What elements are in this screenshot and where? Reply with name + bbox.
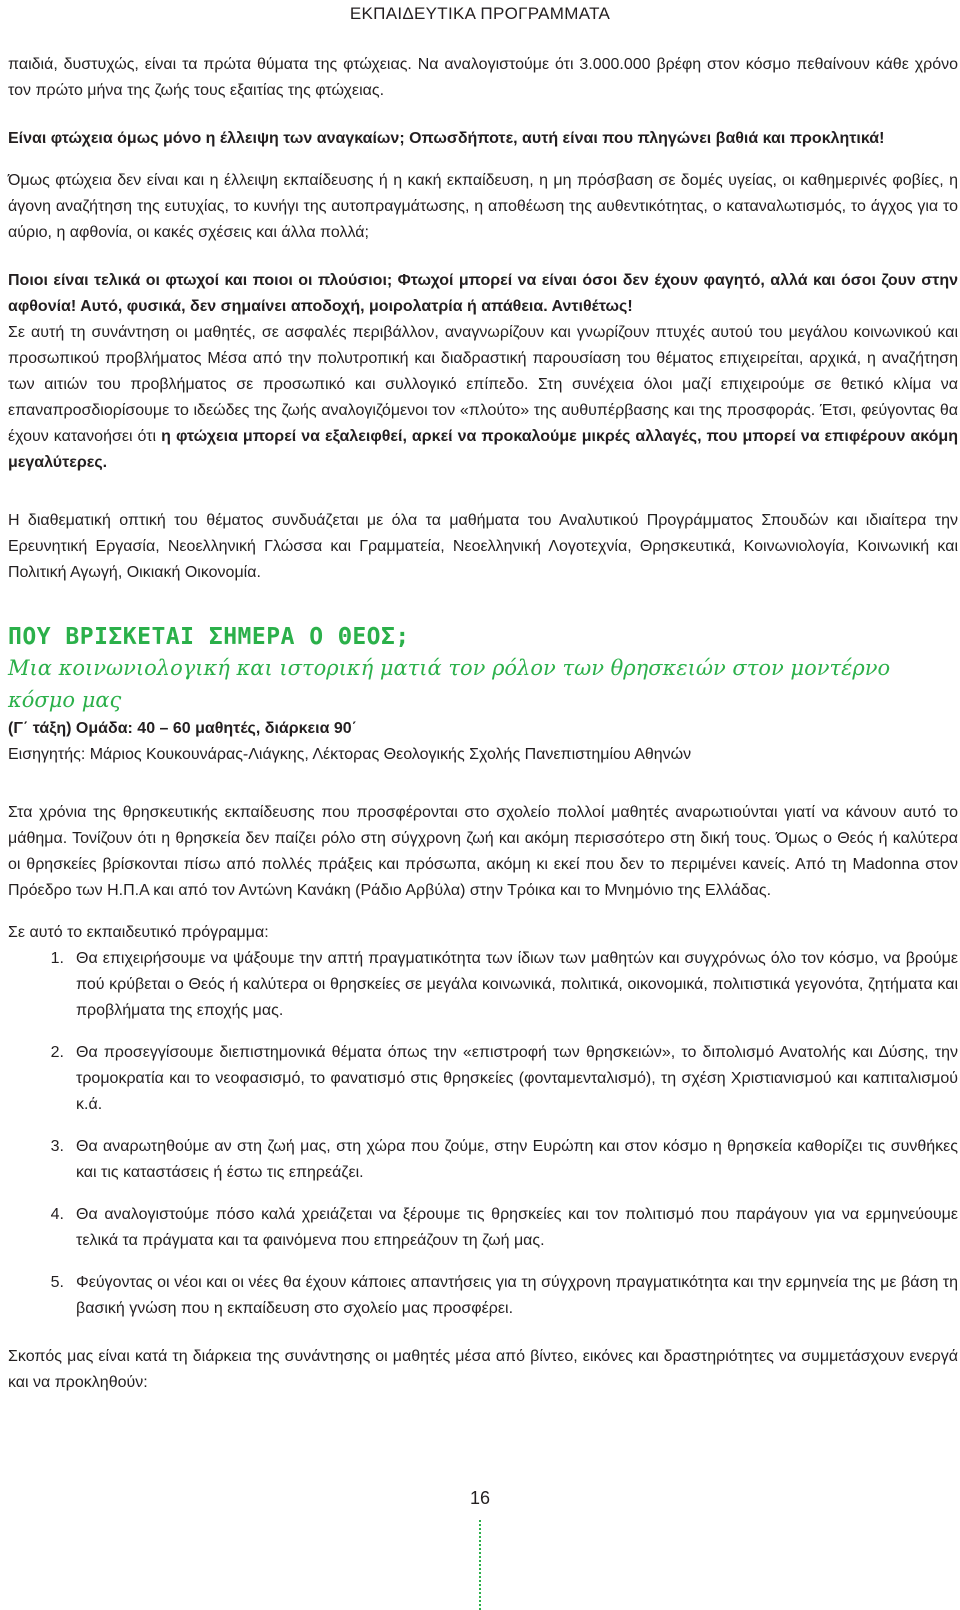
- section-body: Στα χρόνια της θρησκευτικής εκπαίδευσης που προσφέρονται στο σχολείο πολλοί μαθητές αναρωτιούνται γιατί να κάνουν αυτό το μάθημα. Τονίζουν ότι η θρησκεία δεν παίζει ρόλο στη σύγχρονη ζωή και ακόμη περισσότερο στη δική τους. Όμως ο Θεός ή καλύτερα οι θρησκείες βρίσκονται πίσω από πολλές πράξεις και πρόσωπα, ακόμη κι εκεί που δεν το περιμένει κανείς. Από τη Madonna στον Πρόεδρο των Η.Π.Α και από τον Αντώνη Κανάκη (Ράδιο Αρβύλα) στην Τρόικα και το Μνημόνιο της Ελλάδας.: [8, 804, 958, 899]
- list-item-number: 1.: [50, 950, 64, 967]
- section-subtitle: Μια κοινωνιολογική και ιστορική ματιά τον ρόλον των θρησκειών στον μοντέρνο κόσμο μας: [8, 656, 891, 712]
- page-body: [8, 52, 958, 1396]
- intro-paragraph-5-emphasis: η φτώχεια μπορεί να εξαλειφθεί, αρκεί να προκαλούμε μικρές αλλαγές, που μπορεί να επιφέρουν ακόμη μεγαλύτερες.: [8, 428, 958, 471]
- list-intro: Σε αυτό το εκπαιδευτικό πρόγραμμα:: [8, 924, 269, 941]
- list-item: [8, 946, 958, 1024]
- list-item: [8, 1040, 958, 1118]
- running-header: ΕΚΠΑΙΔΕΥΤΙΚΑ ΠΡΟΓΡΑΜΜΑΤΑ: [349, 4, 611, 23]
- page-number: 16: [469, 1488, 491, 1508]
- intro-paragraph-6: Η διαθεματική οπτική του θέματος συνδυάζεται με όλα τα μαθήματα του Αναλυτικού Προγράμματος Σπουδών και ιδιαίτερα την Ερευνητική Εργασία, Νεοελληνική Γλώσσα και Γραμματεία, Νεοελληνική Λογοτεχνία, Θρησκευτικά, Κοινωνιολογία, Κοινωνική και Πολιτική Αγωγή, Οικιακή Οικονομία.: [8, 512, 958, 581]
- list-item-text: Φεύγοντας οι νέοι και οι νέες θα έχουν κάποιες απαντήσεις για τη σύγχρονη πραγματικότητα και την ερμηνεία της με βάση τη βασική γνώση που η εκπαίδευση στο σχολείο μας προσφέρει.: [76, 1274, 958, 1317]
- list-item-text: Θα αναρωτηθούμε αν στη ζωή μας, στη χώρα που ζούμε, στην Ευρώπη και στον κόσμο η θρησκεία καθορίζει τις συνθήκες και τις καταστάσεις ή έστω τις επηρεάζει.: [76, 1138, 958, 1181]
- list-item-number: 5.: [50, 1274, 64, 1291]
- list-item-number: 4.: [50, 1206, 64, 1223]
- dotted-divider: [479, 1520, 481, 1610]
- section-meta: (Γ΄ τάξη) Ομάδα: 40 – 60 μαθητές, διάρκεια 90΄: [8, 720, 357, 737]
- intro-question: Είναι φτώχεια όμως μόνο η έλλειψη των αναγκαίων; Οπωσδήποτε, αυτή είναι που πληγώνει βαθιά και προκλητικά!: [8, 130, 885, 147]
- intro-bold-question: Ποιοι είναι τελικά οι φτωχοί και ποιοι οι πλούσιοι; Φτωχοί μπορεί να είναι όσοι δεν έχουν φαγητό, αλλά και όσοι ζουν στην αφθονία! Αυτό, φυσικά, δεν σημαίνει αποδοχή, μοιρολατρία ή απάθεια. Αντιθέτως!: [8, 272, 958, 315]
- closing-paragraph: Σκοπός μας είναι κατά τη διάρκεια της συνάντησης οι μαθητές μέσα από βίντεο, εικόνες και δραστηριότητες να συμμετάσχουν ενεργά και να προκληθούν:: [8, 1348, 958, 1391]
- list-item-number: 2.: [50, 1044, 64, 1061]
- list-item-text: Θα αναλογιστούμε πόσο καλά χρειάζεται να ξέρουμε τις θρησκείες και τον πολιτισμό που παράγουν για να ερμηνεύουμε τελικά τα πράγματα και τα φαινόμενα που επηρεάζουν τη ζωή μας.: [76, 1206, 958, 1249]
- intro-paragraph-5: [8, 320, 958, 476]
- intro-paragraph-3: Όμως φτώχεια δεν είναι και η έλλειψη εκπαίδευσης ή η κακή εκπαίδευση, η μη πρόσβαση σε δομές υγείας, οι καθημερινές φοβίες, η άγονη αναζήτηση της ευτυχίας, το κυνήγι της αυτοπραγμάτωσης, η αποθέωση της αυθεντικότητας, ο καταναλωτισμός, το άγχος για το αύριο, η αφθονία, οι κακές σχέσεις και άλλα πολλά;: [8, 172, 958, 241]
- intro-paragraph-1: παιδιά, δυστυχώς, είναι τα πρώτα θύματα της φτώχειας. Να αναλογιστούμε ότι 3.000.000 βρέφη στον κόσμο πεθαίνουν κάθε χρόνο τον πρώτο μήνα της ζωής τους εξαιτίας της φτώχειας.: [8, 56, 958, 99]
- list-item-number: 3.: [50, 1138, 64, 1155]
- section-title: ΠΟΥ ΒΡΙΣΚΕΤΑΙ ΣΗΜΕΡΑ Ο ΘΕΟΣ;: [8, 624, 410, 650]
- list-item: [8, 1270, 958, 1322]
- list-item: [8, 1134, 958, 1186]
- list-item-text: Θα επιχειρήσουμε να ψάξουμε την απτή πραγματικότητα των ίδιων των μαθητών και συγχρόνως όλο τον κόσμο, να βρούμε πού κρύβεται ο Θεός ή καλύτερα οι θρησκείες σε μεγάλα κοινωνικά, πολιτικά, οικονομικά, πολιτιστικά γεγονότα, ζητήματα και προβλήματα της εποχής μας.: [76, 950, 958, 1019]
- section-speaker: Εισηγητής: Μάριος Κουκουνάρας-Λιάγκης, Λέκτορας Θεολογικής Σχολής Πανεπιστημίου Αθηνών: [8, 746, 692, 763]
- intro-paragraph-5-text: Σε αυτή τη συνάντηση οι μαθητές, σε ασφαλές περιβάλλον, αναγνωρίζουν και γνωρίζουν πτυχές αυτού του μεγάλου κοινωνικού και προσωπικού προβλήματος Μέσα από την πολυτροπική και διαδραστική παρουσίαση του θέματος επιχειρείται, αρχικά, η αναζήτηση των αιτιών του προβλήματος σε προσωπικό και συλλογικό επίπεδο. Στη συνέχεια όλοι μαζί επιχειρούμε σε θετικό κλίμα να επαναπροσδιορίσουμε το ιδεώδες της ζωής αναλογιζόμενοι τον «πλούτο» της αυθυπέρβασης και της προσφοράς. Έτσι, φεύγοντας θα έχουν κατανοήσει ότι: [8, 324, 958, 445]
- program-list: [8, 946, 958, 1322]
- list-item-text: Θα προσεγγίσουμε διεπιστημονικά θέματα όπως την «επιστροφή των θρησκειών», το διπολισμό Ανατολής και Δύσης, την τρομοκρατία και το νεοφασισμό, το φανατισμό στις θρησκείες (φονταμενταλισμό), τη σχέση Χριστιανισμού και καπιταλισμού κ.ά.: [76, 1044, 958, 1113]
- list-item: [8, 1202, 958, 1254]
